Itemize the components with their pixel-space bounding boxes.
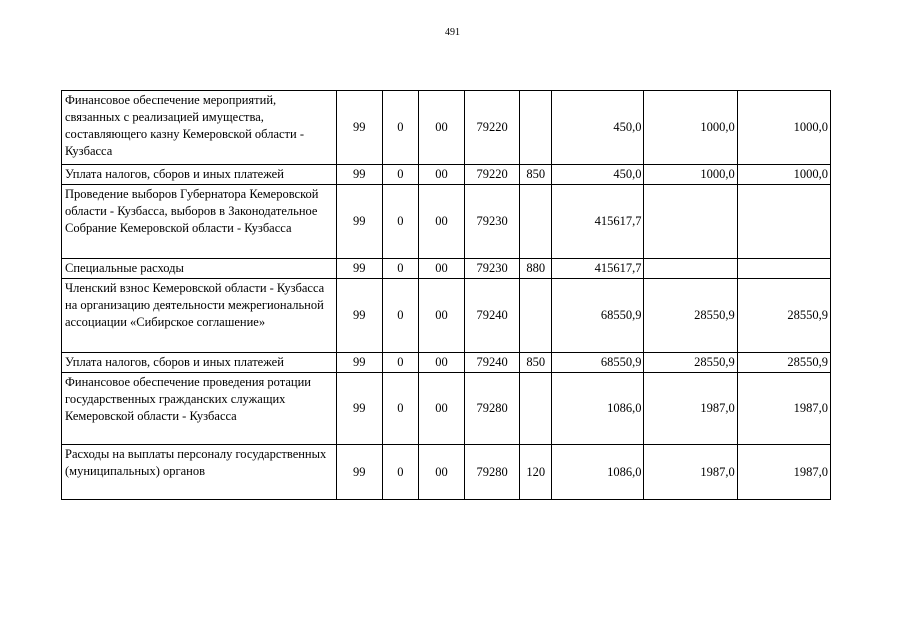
code-cell: 00 — [418, 259, 464, 279]
value-cell — [737, 259, 830, 279]
code-cell: 79230 — [465, 185, 520, 259]
code-cell: 99 — [336, 185, 382, 259]
code-cell: 99 — [336, 353, 382, 373]
value-cell — [644, 185, 737, 259]
code-cell: 850 — [520, 165, 552, 185]
code-cell — [520, 279, 552, 353]
code-cell: 00 — [418, 445, 464, 500]
table-row — [62, 91, 831, 165]
code-cell: 00 — [418, 91, 464, 165]
code-cell: 00 — [418, 165, 464, 185]
row-name: Уплата налогов, сборов и иных платежей — [62, 353, 337, 373]
row-name: Расходы на выплаты персоналу государственных (муниципальных) органов — [62, 445, 337, 500]
code-cell: 00 — [418, 185, 464, 259]
code-cell: 0 — [382, 259, 418, 279]
table-row — [62, 165, 831, 185]
value-cell: 28550,9 — [644, 353, 737, 373]
code-cell — [520, 373, 552, 445]
value-cell: 1987,0 — [644, 373, 737, 445]
value-cell: 1000,0 — [737, 91, 830, 165]
code-cell: 79280 — [465, 445, 520, 500]
value-cell: 415617,7 — [552, 259, 644, 279]
code-cell: 79240 — [465, 353, 520, 373]
value-cell: 1000,0 — [737, 165, 830, 185]
row-name: Членский взнос Кемеровской области - Кузбасса на организацию деятельности межрегиональной ассоциации «Сибирское соглашение» — [62, 279, 337, 353]
table-row — [62, 185, 831, 259]
value-cell: 450,0 — [552, 91, 644, 165]
value-cell: 28550,9 — [737, 279, 830, 353]
code-cell — [520, 91, 552, 165]
budget-table — [61, 90, 831, 500]
value-cell: 1987,0 — [644, 445, 737, 500]
code-cell: 79220 — [465, 91, 520, 165]
value-cell: 1987,0 — [737, 373, 830, 445]
value-cell: 415617,7 — [552, 185, 644, 259]
code-cell: 00 — [418, 279, 464, 353]
value-cell: 28550,9 — [644, 279, 737, 353]
value-cell: 68550,9 — [552, 279, 644, 353]
value-cell: 1000,0 — [644, 165, 737, 185]
code-cell: 99 — [336, 259, 382, 279]
table-row — [62, 353, 831, 373]
code-cell — [520, 185, 552, 259]
code-cell: 79280 — [465, 373, 520, 445]
code-cell: 99 — [336, 91, 382, 165]
value-cell: 450,0 — [552, 165, 644, 185]
code-cell: 00 — [418, 353, 464, 373]
code-cell: 880 — [520, 259, 552, 279]
row-name: Финансовое обеспечение мероприятий, связанных с реализацией имущества, составляющего казну Кемеровской области - Кузбасса — [62, 91, 337, 165]
table-row — [62, 445, 831, 500]
code-cell: 99 — [336, 445, 382, 500]
row-name: Проведение выборов Губернатора Кемеровской области - Кузбасса, выборов в Законодательное Собрание Кемеровской области - Кузбасса — [62, 185, 337, 259]
code-cell: 850 — [520, 353, 552, 373]
code-cell: 0 — [382, 279, 418, 353]
value-cell: 1086,0 — [552, 373, 644, 445]
value-cell — [737, 185, 830, 259]
table-row — [62, 279, 831, 353]
value-cell: 1000,0 — [644, 91, 737, 165]
table-row — [62, 259, 831, 279]
value-cell: 1987,0 — [737, 445, 830, 500]
code-cell: 0 — [382, 353, 418, 373]
code-cell: 99 — [336, 373, 382, 445]
code-cell: 99 — [336, 165, 382, 185]
code-cell: 79240 — [465, 279, 520, 353]
value-cell: 1086,0 — [552, 445, 644, 500]
row-name: Финансовое обеспечение проведения ротации государственных гражданских служащих Кемеровской области - Кузбасса — [62, 373, 337, 445]
code-cell: 99 — [336, 279, 382, 353]
code-cell: 79220 — [465, 165, 520, 185]
code-cell: 0 — [382, 91, 418, 165]
value-cell — [644, 259, 737, 279]
value-cell: 28550,9 — [737, 353, 830, 373]
code-cell: 79230 — [465, 259, 520, 279]
page-number: 491 — [445, 27, 460, 38]
code-cell: 0 — [382, 165, 418, 185]
row-name: Уплата налогов, сборов и иных платежей — [62, 165, 337, 185]
table-row — [62, 373, 831, 445]
code-cell: 0 — [382, 373, 418, 445]
code-cell: 120 — [520, 445, 552, 500]
value-cell: 68550,9 — [552, 353, 644, 373]
row-name: Специальные расходы — [62, 259, 337, 279]
code-cell: 0 — [382, 185, 418, 259]
code-cell: 0 — [382, 445, 418, 500]
code-cell: 00 — [418, 373, 464, 445]
